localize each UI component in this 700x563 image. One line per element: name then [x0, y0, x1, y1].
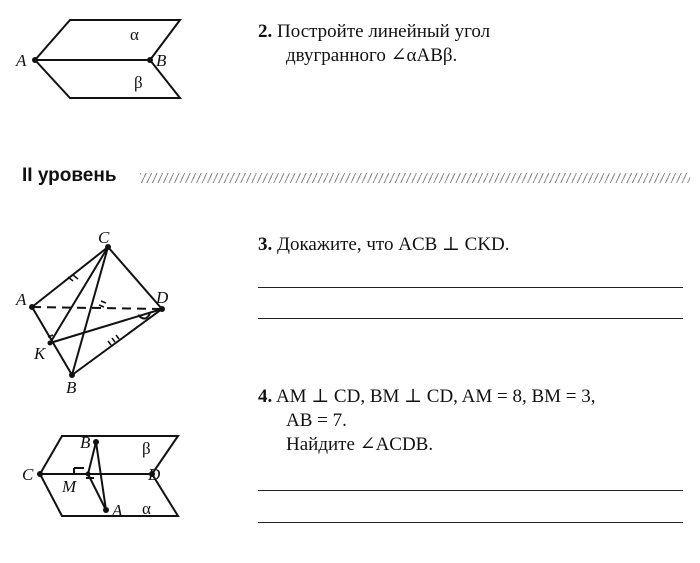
- label-B: B: [80, 433, 91, 452]
- task-4-line-3: Найдите ∠ACDB.: [286, 434, 434, 455]
- figure-dihedral-with-points: [18, 428, 203, 528]
- label-A: A: [16, 290, 27, 309]
- label-alpha: α: [142, 499, 151, 518]
- label-D: D: [156, 288, 169, 307]
- task-4-number: 4.: [258, 386, 273, 407]
- task-2-line-2: двугранного ∠αABβ.: [286, 45, 458, 66]
- label-alpha: α: [130, 25, 139, 44]
- label-M: M: [62, 477, 77, 496]
- label-A: A: [112, 501, 123, 520]
- label-D: D: [148, 465, 161, 484]
- task-4-answer-line-1: [258, 490, 683, 491]
- task-3-text: Докажите, что ACB ⊥ CKD.: [277, 234, 510, 255]
- label-C: C: [98, 228, 110, 247]
- label-C: C: [22, 465, 34, 484]
- label-B: B: [66, 378, 77, 395]
- task-3: [258, 233, 510, 257]
- label-K: K: [34, 344, 46, 363]
- figure-dihedral-angle: [10, 8, 200, 108]
- task-4: [258, 385, 595, 457]
- label-B: B: [156, 51, 167, 70]
- label-A: A: [16, 51, 27, 70]
- task-2-line-1: Постройте линейный угол: [277, 21, 491, 42]
- task-3-number: 3.: [258, 234, 273, 255]
- task-2-number: 2.: [258, 21, 273, 42]
- task-4-line-2: AB = 7.: [286, 410, 347, 431]
- task-4-line-1: AM ⊥ CD, BM ⊥ CD, AM = 8, BM = 3,: [275, 386, 596, 407]
- task-2: [258, 20, 490, 68]
- task-4-answer-line-2: [258, 522, 683, 523]
- level-heading-hatch: [140, 173, 690, 183]
- figure-tetrahedron: [10, 225, 190, 395]
- label-beta: β: [142, 439, 151, 458]
- task-3-answer-line-1: [258, 287, 683, 288]
- label-beta: β: [134, 73, 143, 92]
- task-3-answer-line-2: [258, 318, 683, 319]
- level-heading: II уровень: [22, 165, 117, 186]
